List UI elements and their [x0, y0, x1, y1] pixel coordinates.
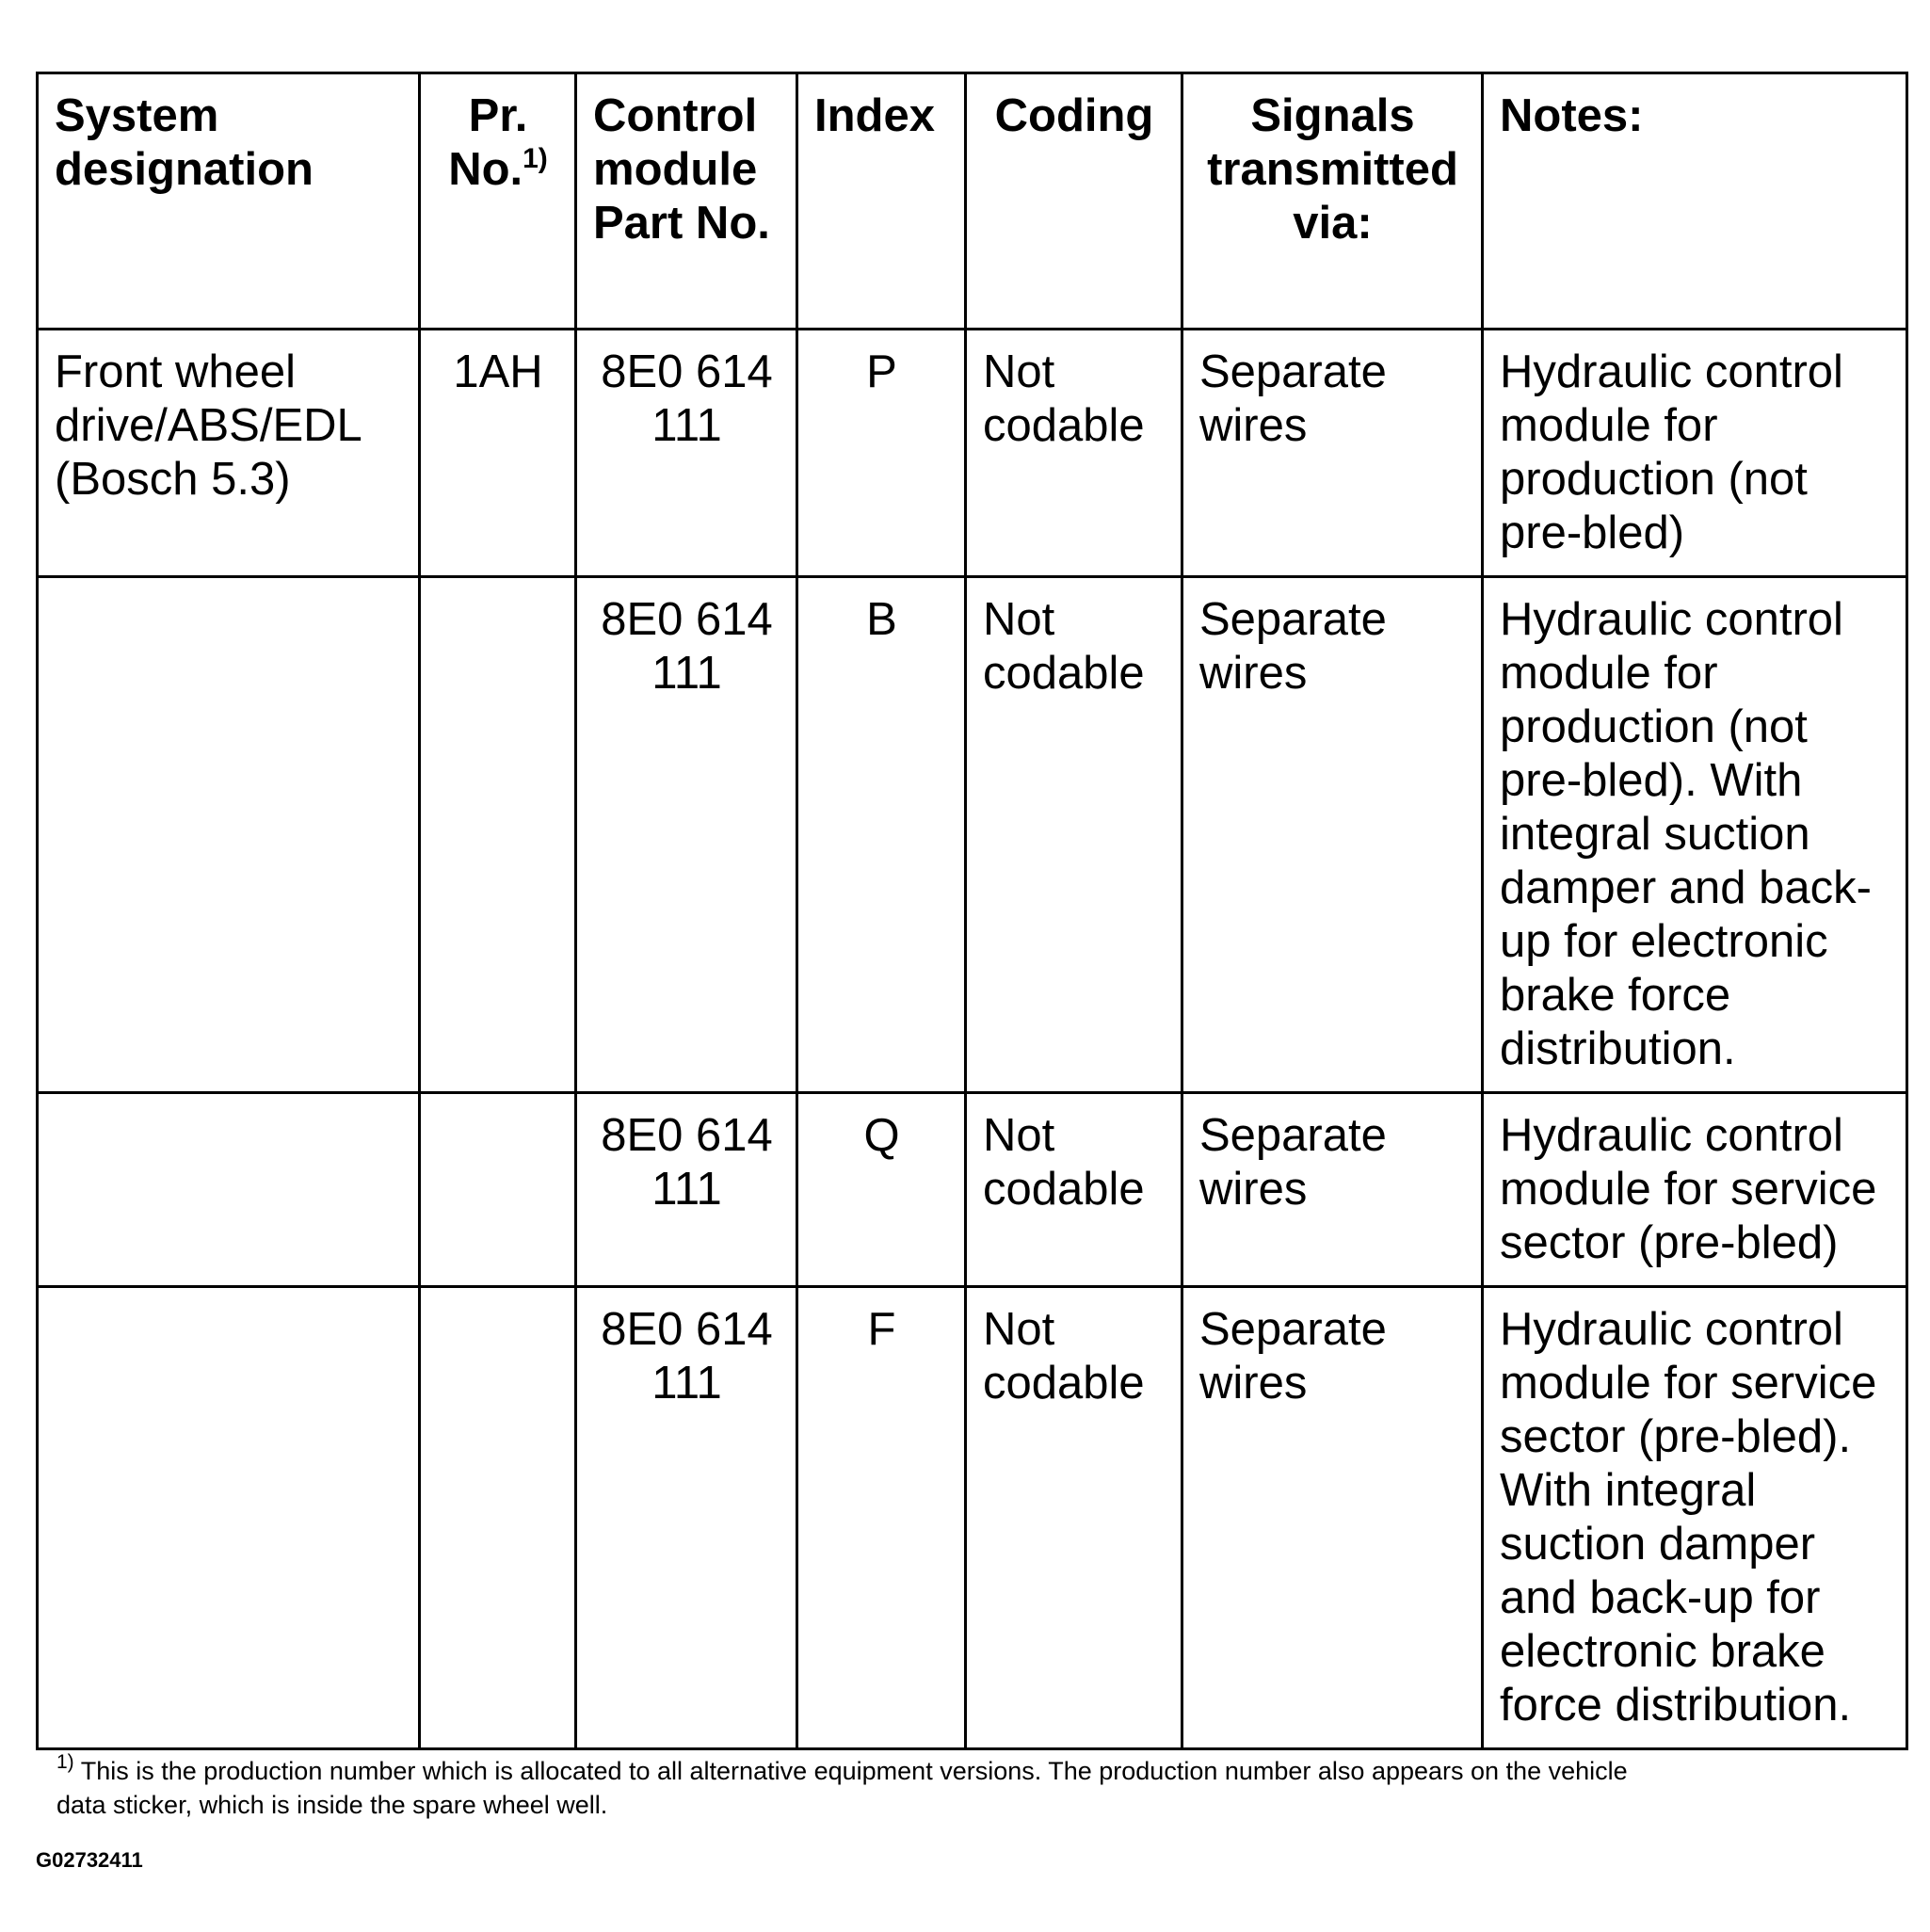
cell-system [38, 1287, 420, 1749]
cell-notes: Hydraulic control module for production (not pre-bled) [1483, 330, 1907, 577]
cell-coding: Not codable [966, 1093, 1182, 1287]
header-signals: Signals transmitted via: [1182, 73, 1483, 330]
header-prno [420, 73, 576, 330]
footnote [56, 1751, 1657, 1822]
cell-index: B [797, 577, 966, 1093]
cell-prno: 1AH [420, 330, 576, 577]
cell-prno [420, 1093, 576, 1287]
header-notes: Notes: [1483, 73, 1907, 330]
cell-notes: Hydraulic control module for service sector (pre-bled). With integral suction damper and back-up for electronic brake force distribution. [1483, 1287, 1907, 1749]
header-coding: Coding [966, 73, 1182, 330]
cell-signals: Separate wires [1182, 577, 1483, 1093]
cell-prno [420, 577, 576, 1093]
header-index: Index [797, 73, 966, 330]
cell-system: Front wheel drive/ABS/EDL (Bosch 5.3) [38, 330, 420, 577]
table-row [38, 577, 1907, 1093]
figure-id: G02732411 [36, 1848, 143, 1872]
cell-coding: Not codable [966, 577, 1182, 1093]
cell-part: 8E0 614 111 [576, 577, 797, 1093]
table-row [38, 1287, 1907, 1749]
table-row [38, 330, 1907, 577]
cell-signals: Separate wires [1182, 1287, 1483, 1749]
cell-coding: Not codable [966, 1287, 1182, 1749]
cell-prno [420, 1287, 576, 1749]
spec-table [36, 72, 1908, 1750]
cell-index: Q [797, 1093, 966, 1287]
cell-index: P [797, 330, 966, 577]
footnote-marker: 1) [56, 1751, 74, 1773]
cell-index: F [797, 1287, 966, 1749]
header-row [38, 73, 1907, 330]
cell-signals: Separate wires [1182, 330, 1483, 577]
cell-part: 8E0 614 111 [576, 1093, 797, 1287]
header-system: System designation [38, 73, 420, 330]
cell-system [38, 577, 420, 1093]
cell-part: 8E0 614 111 [576, 330, 797, 577]
cell-coding: Not codable [966, 330, 1182, 577]
cell-part: 8E0 614 111 [576, 1287, 797, 1749]
cell-notes: Hydraulic control module for production (not pre-bled). With integral suction damper and back-up for electronic brake force distribution. [1483, 577, 1907, 1093]
cell-system [38, 1093, 420, 1287]
cell-signals: Separate wires [1182, 1093, 1483, 1287]
table-row [38, 1093, 1907, 1287]
footnote-text: This is the production number which is allocated to all alternative equipment versions. The production number also appears on the vehicle data sticker, which is inside the spare wheel well. [56, 1757, 1628, 1819]
header-prno-label: Pr. No. [448, 90, 528, 195]
header-prno-footnote-marker: 1) [523, 143, 548, 174]
cell-notes: Hydraulic control module for service sector (pre-bled) [1483, 1093, 1907, 1287]
header-part: Control module Part No. [576, 73, 797, 330]
